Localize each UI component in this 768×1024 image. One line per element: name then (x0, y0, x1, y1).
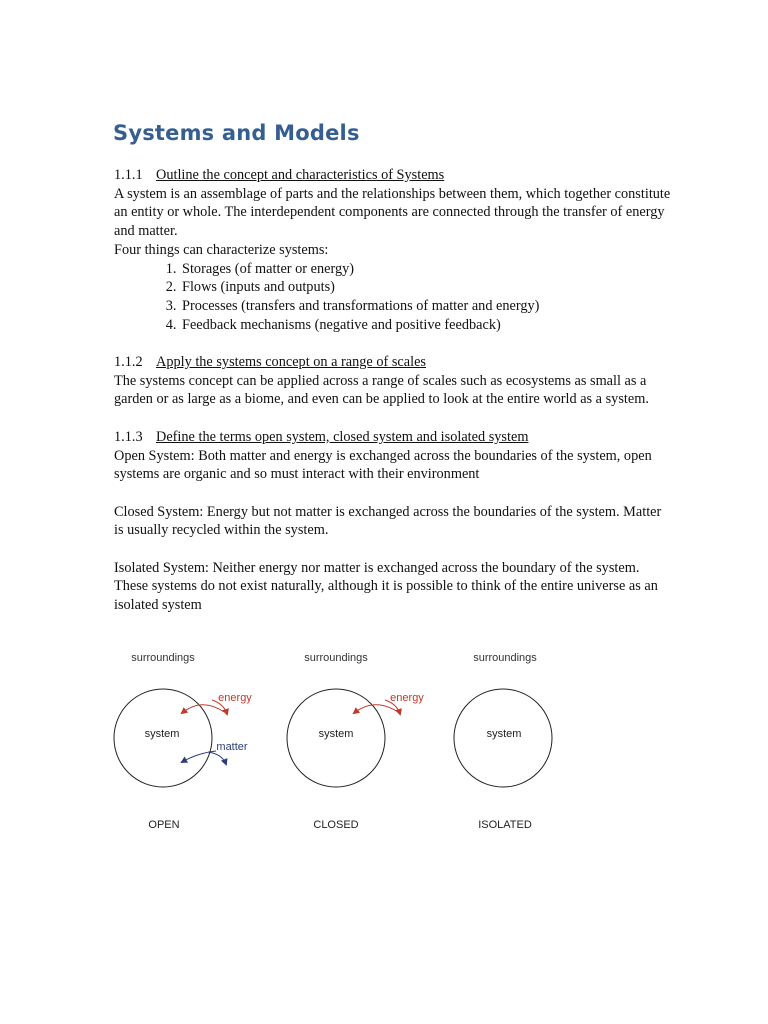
surroundings-label-open: surroundings (131, 652, 195, 664)
surroundings-label-isolated: surroundings (473, 652, 537, 664)
isolated-system-paragraph: Isolated System: Neither energy nor matter is exchanged across the boundary of the system. These systems do not exist naturally, although it is possible to think of the entire universe as an isolated system (114, 559, 658, 614)
system-label-isolated: system (486, 728, 522, 740)
list-item: 1. Storages (of matter or energy) (180, 260, 674, 279)
section-heading-1-1-3 (114, 428, 674, 447)
closed-system-paragraph: Closed System: Energy but not matter is exchanged across the boundaries of the system. Matter is usually recycled within the system. (114, 503, 662, 539)
section-number: 1.1.2 (114, 354, 143, 371)
section-heading-1-1-2 (114, 353, 674, 372)
surroundings-label-closed: surroundings (304, 652, 368, 664)
document-body (114, 166, 674, 615)
characteristics-list (114, 260, 674, 335)
caption-closed: CLOSED (313, 819, 359, 831)
section-number: 1.1.3 (114, 428, 143, 445)
list-item: 3. Processes (transfers and transformations of matter and energy) (180, 297, 674, 316)
scales-paragraph: The systems concept can be applied across a range of scales such as ecosystems as small as a garden or as large as a biome, and even can be applied to look at the entire world as a system. (114, 372, 649, 408)
systems-diagram (110, 640, 570, 840)
open-system-paragraph: Open System: Both matter and energy is exchanged across the boundaries of the system, open systems are organic and so must interact with their environment (114, 447, 652, 483)
section-heading-text: Outline the concept and characteristics of Systems (156, 167, 445, 183)
matter-out-arrow-open (208, 752, 226, 764)
section-heading-text: Apply the systems concept on a range of scales (156, 354, 426, 371)
characteristics-intro: Four things can characterize systems: (114, 241, 329, 258)
energy-label-open: energy (218, 692, 252, 704)
list-item: 2. Flows (inputs and outputs) (180, 278, 674, 297)
page-title: Systems and Models (113, 121, 360, 145)
matter-label-open: matter (216, 741, 248, 753)
systems-definition-paragraph: A system is an assemblage of parts and the relationships between them, which together constitute an entity or whole. The interdependent components are connected through the transfer of energy and matter. (114, 185, 671, 240)
system-label-open: system (144, 728, 180, 740)
caption-isolated: ISOLATED (478, 819, 532, 831)
section-heading-1-1-1 (114, 166, 674, 185)
section-number: 1.1.1 (114, 167, 143, 183)
caption-open: OPEN (148, 819, 180, 831)
energy-label-closed: energy (390, 692, 424, 704)
list-item: 4. Feedback mechanisms (negative and positive feedback) (180, 316, 674, 335)
system-label-closed: system (318, 728, 354, 740)
section-heading-text: Define the terms open system, closed system and isolated system (156, 428, 529, 445)
